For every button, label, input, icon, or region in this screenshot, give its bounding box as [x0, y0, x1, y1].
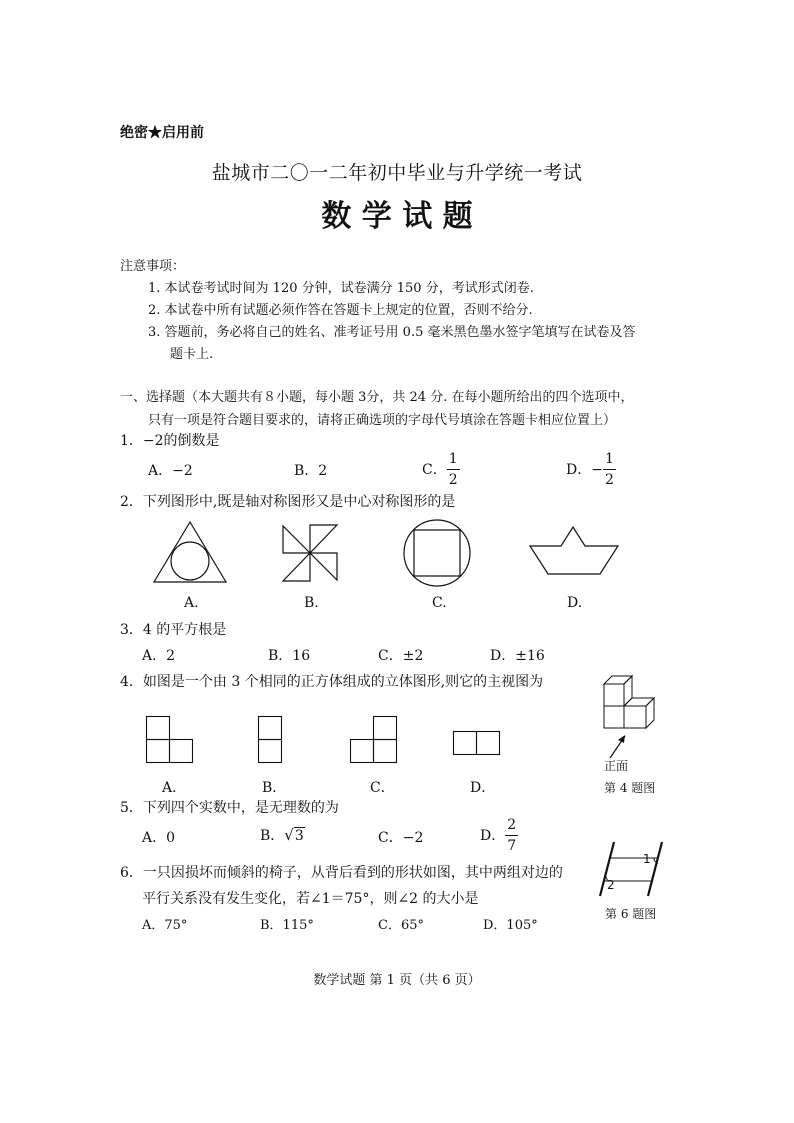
q1-option-c-prefix: C．	[422, 462, 447, 478]
q2-label-d: D.	[567, 595, 583, 611]
q2-stem: 2．下列图形中,既是轴对称图形又是中心对称图形的是	[120, 494, 456, 510]
q5-d-numerator: 2	[505, 818, 518, 836]
q1-d-numerator: 1	[603, 452, 616, 470]
q3-option-b: B．16	[268, 648, 311, 664]
q5-option-c: C．−2	[378, 830, 424, 846]
q6-option-b: B．115°	[260, 918, 314, 933]
q2-c-square	[414, 530, 460, 576]
q4-label-c: C．	[370, 780, 395, 796]
q2-figure-c	[402, 518, 472, 588]
q6-chair-figure	[596, 838, 672, 902]
q2-b-blade-4	[283, 553, 310, 581]
section1-heading-line2: 只有一项是符合题目要求的，请将正确选项的字母代号填涂在答题卡相应位置上）	[148, 413, 617, 428]
secret-label: 绝密★启用前	[120, 125, 204, 141]
q4-option-b-figure	[258, 716, 284, 766]
q4-option-c-figure	[350, 716, 400, 766]
q5-option-d-prefix: D．	[480, 828, 506, 844]
q4-stem: 4．如图是一个由 3 个相同的正方体组成的立体图形,则它的主视图为	[120, 674, 544, 690]
q2-label-a: A.	[184, 595, 199, 611]
notice-item-1: 1. 本试卷考试时间为 120 分钟，试卷满分 150 分，考试形式闭卷.	[148, 281, 534, 296]
q5-d-denominator: 7	[507, 837, 517, 854]
q1-option-c	[422, 450, 460, 488]
q2-a-circle	[171, 542, 209, 580]
q5-option-a: A．0	[142, 830, 176, 846]
q2-figure-a	[150, 520, 230, 584]
notice-item-3-cont: 题卡上.	[170, 347, 214, 362]
q6-angle1-label: 1	[643, 852, 651, 866]
q6-figure-caption: 第 6 题图	[605, 907, 657, 921]
exam-title: 盐城市二〇一二年初中毕业与升学统一考试	[211, 162, 583, 184]
q1-option-d-fraction	[603, 452, 616, 487]
q1-d-denominator: 2	[604, 471, 614, 488]
q6-option-a: A．75°	[142, 918, 188, 933]
q3-option-a: A．2	[142, 648, 176, 664]
q5-b-radicand: 3	[294, 827, 304, 844]
q2-label-c: C.	[432, 595, 447, 611]
q6-option-c: C．65°	[378, 918, 424, 933]
q2-label-b: B.	[304, 595, 319, 611]
notice-item-2: 2. 本试卷中所有试题必须作答在答题卡上规定的位置，否则不给分.	[148, 303, 533, 318]
q3-option-c: C．±2	[378, 648, 424, 664]
q1-option-c-fraction	[447, 452, 460, 487]
q6-angle2-label: 2	[607, 878, 615, 892]
q1-c-denominator: 2	[448, 471, 458, 488]
q4-option-a-figure	[146, 716, 196, 766]
q2-figure-b	[280, 522, 340, 584]
page-footer: 数学试题 第 1 页（共 6 页）	[313, 973, 481, 988]
q2-b-blade-3	[310, 553, 337, 580]
sqrt-icon: √	[284, 826, 294, 844]
section1-heading-line1: 一、选择题（本大题共有８小题，每小题 3分，共 24 分. 在每小题所给出的四个选项中，	[120, 390, 634, 405]
q5-option-d-fraction	[505, 818, 518, 853]
notice-heading: 注意事项：	[120, 259, 186, 274]
q4-label-d: D．	[470, 780, 496, 796]
q1-option-d-prefix: D．−	[566, 462, 603, 478]
q6-right-leg	[648, 842, 662, 896]
q6-stem-line1: 6．一只因损坏而倾斜的椅子，从背后看到的形状如图，其中两组对边的	[120, 865, 563, 881]
q2-figure-d	[528, 524, 620, 576]
q6-stem-line2: 平行关系没有发生变化，若∠1＝75°，则∠2 的大小是	[142, 891, 479, 907]
q5-option-d	[480, 816, 518, 854]
q2-a-triangle	[154, 522, 226, 582]
q1-option-b: B．2	[294, 463, 328, 479]
q4-figure-caption: 第 4 题图	[604, 781, 656, 795]
q3-option-d: D．±16	[490, 648, 545, 664]
q5-stem: 5．下列四个实数中，是无理数的为	[120, 800, 339, 816]
q1-option-a: A．−2	[148, 463, 193, 479]
q3-stem: 3．4 的平方根是	[120, 622, 227, 638]
q6-option-d: D．105°	[483, 918, 538, 933]
subject-title: 数 学 试 题	[321, 199, 473, 234]
q1-c-numerator: 1	[447, 452, 460, 470]
q2-b-blade-2	[310, 525, 337, 553]
q4-label-a: A．	[162, 780, 187, 796]
q2-b-blade-1	[283, 526, 310, 553]
q1-stem: 1．−2的倒数是	[120, 433, 220, 449]
q1-option-d	[566, 450, 616, 488]
q2-d-boat	[530, 527, 618, 574]
q4-label-b: B．	[262, 780, 287, 796]
q5-option-b	[260, 822, 305, 848]
q5-option-b-prefix: B．	[260, 828, 285, 844]
q4-option-d-figure	[453, 731, 503, 757]
q4-front-label: 正面	[604, 759, 629, 773]
notice-item-3: 3. 答题前，务必将自己的姓名、准考证号用 0.5 毫米黑色墨水签字笔填写在试卷及答	[148, 325, 636, 340]
